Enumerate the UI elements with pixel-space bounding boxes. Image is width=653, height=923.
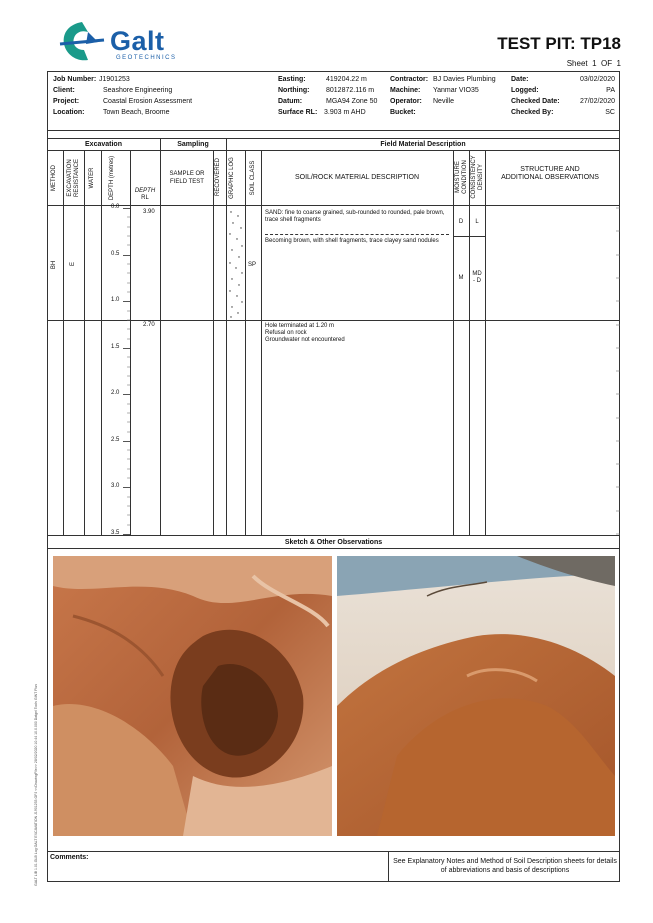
info-row: Date: 03/02/2020 (511, 76, 615, 83)
layer1-subdescription: Becoming brown, with shell fragments, trace clayey sand nodules (265, 238, 439, 244)
comments-label: Comments: (50, 854, 89, 861)
group-excavation: Excavation (85, 141, 122, 148)
depth-label: 0.0 (111, 204, 120, 210)
info-col-2 (278, 75, 377, 117)
info-row: Bucket: (390, 109, 416, 116)
logo-name: Galt (110, 26, 165, 56)
info-row: Machine: Yanmar VIO35 (390, 87, 479, 94)
depth-label: 0.5 (111, 251, 120, 257)
info-row: Datum: MGA94 Zone 50 (278, 98, 378, 105)
sheet-total: 1 (616, 59, 621, 68)
col-header-soil-class: SOIL CLASS (250, 160, 256, 196)
moisture-2: M (458, 275, 464, 281)
photo-spoil-pile (337, 556, 615, 836)
info-row: Location: Town Beach, Broome (53, 109, 170, 116)
moisture-1: D (458, 219, 464, 225)
sheet-num: 1 (592, 59, 597, 68)
logo-sub: GEOTECHNICS (116, 55, 177, 61)
side-print-text: GALT LIB 1.01.GLB Log GALT EXCAVATION J1901253.GPJ <<DrawingFile>> 28/02/2020 10:44 10.0.000 Datgel Tools GINT Plus (34, 684, 38, 886)
divider (47, 548, 620, 549)
resistance-value: E (70, 262, 76, 267)
depth-label: 1.5 (111, 344, 120, 350)
info-row: Northing: 8012872.116 m (278, 87, 375, 94)
depth-label: 3.0 (111, 483, 120, 489)
depth-label: 3.5 (111, 530, 120, 536)
soil-class-value: SP (248, 262, 257, 268)
info-row: Contractor: BJ Davies Plumbing (390, 76, 496, 83)
info-block (47, 73, 620, 123)
col-header-depth-rl: DEPTH RL (134, 188, 156, 201)
consistency-2: MD - D (472, 271, 482, 284)
sheet-label: Sheet (566, 59, 588, 68)
photo-test-pit (53, 556, 332, 836)
divider (47, 851, 620, 852)
consistency-1: L (475, 219, 479, 225)
page-title: TEST PIT: TP18 (497, 34, 621, 53)
info-col-1 (53, 75, 192, 117)
info-row: Project: Coastal Erosion Assessment (53, 98, 193, 105)
col-header-resistance: EXCAVATION RESISTANCE (67, 159, 80, 197)
col-header-moisture: MOISTURE CONDITION (455, 160, 468, 194)
layer1-description: SAND: fine to coarse grained, sub-rounded to rounded, pale brown, trace shell fragments (265, 210, 445, 223)
group-sampling: Sampling (177, 141, 209, 148)
info-row: Easting: 419204.22 m (278, 76, 367, 83)
minor-ticks (101, 205, 620, 535)
col-header-water: WATER (89, 167, 95, 189)
col-header-depth: DEPTH (metres) (109, 155, 115, 201)
termination-notes: Hole terminated at 1.20 m Refusal on rock Groundwater not encountered (265, 323, 345, 343)
method-value: BH (51, 260, 57, 270)
depth-label: 1.0 (111, 297, 120, 303)
col-header-material: SOIL/ROCK MATERIAL DESCRIPTION (294, 174, 420, 181)
col-header-structure: STRUCTURE AND ADDITIONAL OBSERVATIONS (501, 166, 599, 181)
info-row: Logged: PA (511, 87, 615, 94)
info-row: Checked Date: 27/02/2020 (511, 98, 615, 105)
divider (47, 130, 620, 131)
group-field-description: Field Material Description (380, 141, 466, 148)
info-row: Job Number: J1901253 (53, 76, 130, 83)
col-line (84, 150, 85, 535)
col-header-consistency: CONSISTENCY DENSITY (471, 155, 484, 199)
col-header-sample: SAMPLE OR FIELD TEST (169, 171, 205, 185)
info-row: Checked By: SC (511, 109, 615, 116)
depth-label: 2.5 (111, 437, 120, 443)
col-header-recovered: RECOVERED (215, 158, 221, 197)
info-row: Operator: Neville (390, 98, 455, 105)
info-row: Client: Seashore Engineering (53, 87, 173, 94)
divider (47, 138, 620, 139)
col-header-method: METHOD (51, 165, 57, 191)
footer-note: See Explanatory Notes and Method of Soil Description sheets for details of abbreviations and basis of descriptions (393, 858, 617, 874)
divider (47, 535, 620, 536)
rl-base: 2.70 (143, 322, 155, 328)
sheet-of: OF (600, 59, 613, 68)
divider (47, 150, 620, 151)
sketch-title: Sketch & Other Observations (284, 539, 383, 546)
col-line (63, 150, 64, 535)
info-col-4 (511, 75, 615, 117)
info-col-3 (390, 75, 496, 117)
depth-label: 2.0 (111, 390, 120, 396)
info-row: Surface RL: 3.903 m AHD (278, 109, 366, 116)
col-header-graphic-log: GRAPHIC LOG (229, 157, 235, 199)
logo-mark-icon (58, 20, 106, 64)
sheet-number (567, 59, 621, 68)
rl-top: 3.90 (143, 209, 155, 215)
company-logo (58, 20, 188, 66)
footer-divider (388, 851, 389, 882)
